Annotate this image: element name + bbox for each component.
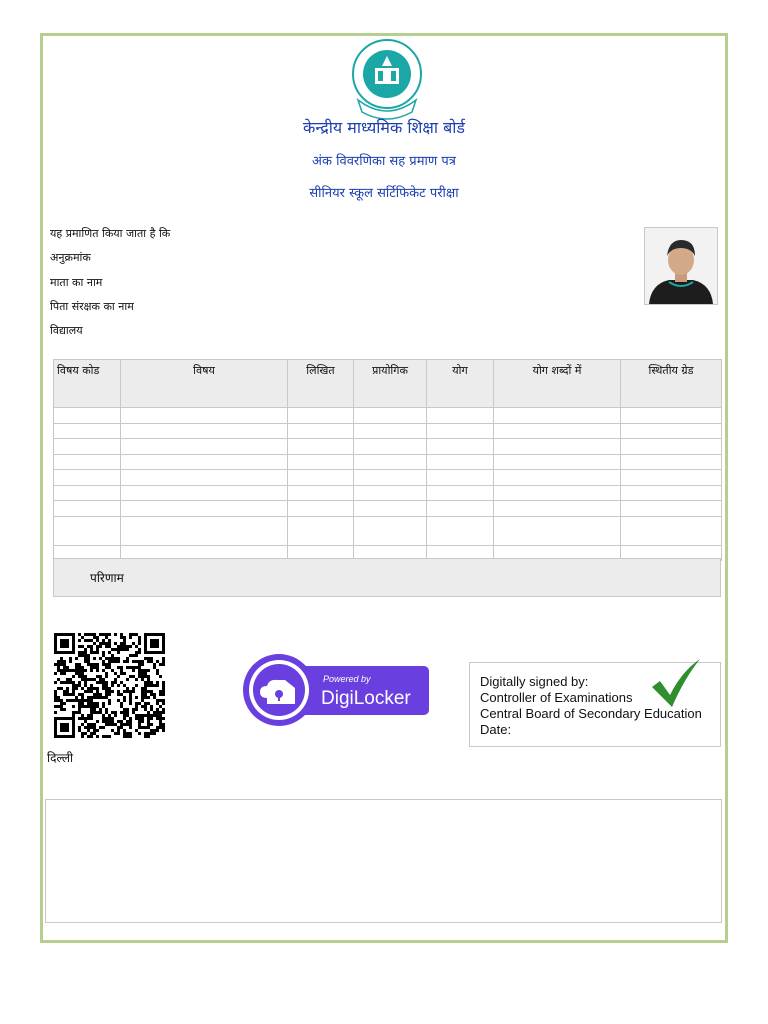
checkmark-icon [648,657,704,713]
table-row [54,439,722,455]
table-row [54,501,722,517]
mother-name-label: माता का नाम [50,276,103,289]
column-header-practical: प्रायोगिक [354,360,427,408]
column-header-subject-code: विषय कोड [54,360,121,408]
column-header-theory: लिखित [288,360,354,408]
qr-code-icon [54,633,166,739]
marks-table [53,359,722,561]
signature-line-1: Digitally signed by: [480,674,589,689]
signature-line-2: Controller of Examinations [480,690,633,705]
digital-signature-box [469,662,721,747]
table-header-row [54,360,722,408]
table-row [54,408,722,424]
table-row [54,470,722,486]
certify-text: यह प्रमाणित किया जाता है कि [50,227,171,240]
table-row [54,486,722,501]
result-row [53,558,721,597]
signature-line-3: Central Board of Secondary Education [480,706,702,721]
roll-no-label: अनुक्रमांक [50,251,91,264]
board-name: केन्द्रीय माध्यमिक शिक्षा बोर्ड [303,118,465,137]
table-row [54,517,722,546]
father-name-label: पिता संरक्षक का नाम [50,300,134,313]
table-row [54,424,722,439]
digilocker-badge[interactable] [243,654,431,726]
exam-name: सीनियर स्कूल सर्टिफिकेट परीक्षा [309,186,459,201]
city-label: दिल्ली [47,751,74,765]
column-header-subject: विषय [121,360,288,408]
digilocker-powered-by: Powered by [323,674,371,684]
student-photo [644,227,718,305]
column-header-total: योग [427,360,494,408]
school-label: विद्यालय [50,324,83,337]
signature-line-4: Date: [480,722,512,737]
column-header-positional-grade: स्थितीय ग्रेड [621,360,722,408]
cbse-logo-icon [348,38,426,120]
column-header-total-in-words: योग शब्दों में [494,360,621,408]
table-row [54,455,722,470]
result-label: परिणाम [90,571,124,585]
remarks-box [45,799,722,923]
document-title: अंक विवरणिका सह प्रमाण पत्र [312,154,456,169]
digilocker-brand: DigiLocker [321,688,411,709]
